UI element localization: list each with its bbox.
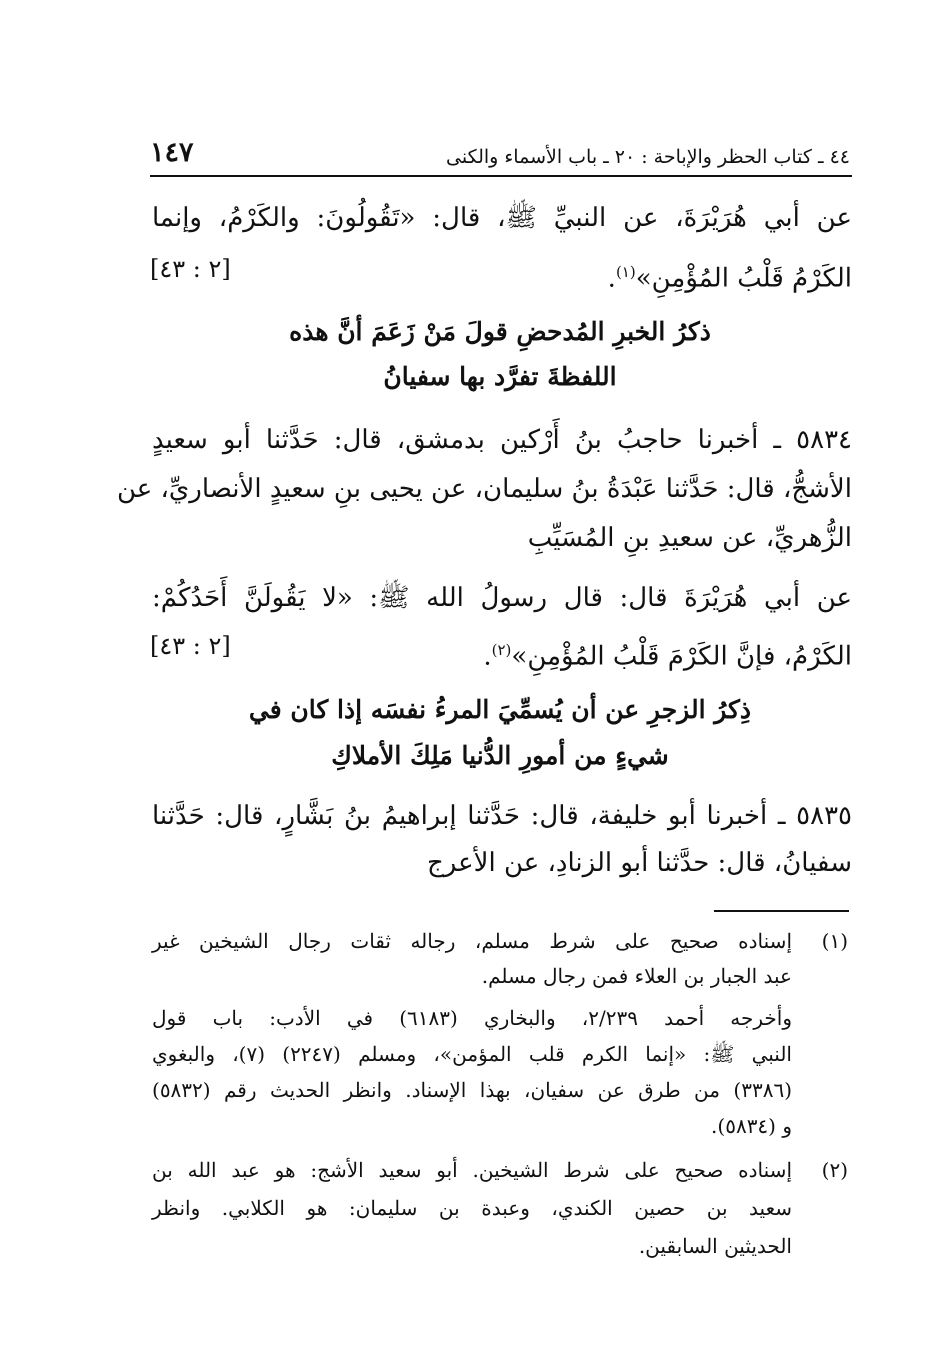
section-heading-line: اللفظةَ تفرَّد بها سفيانُ — [383, 362, 617, 391]
page-number: ١٤٧ — [150, 137, 194, 168]
footnote-mark: (١) — [615, 263, 636, 281]
reference-bracket: [٢ : ٤٣] — [150, 255, 231, 283]
footnote-mark: (٢) — [491, 641, 512, 659]
text-line: عن أبي هُرَيْرَةَ، عن النبيِّ ﷺ، قال: «تَقُولُونَ: والكَرْمُ، وإنما — [152, 203, 852, 233]
isnad-line: سفيانُ، قال: حدَّثنا أبو الزنادِ، عن الأعرج — [426, 848, 852, 878]
isnad-line: ٥٨٣٤ ـ أخبرنا حاجبُ بنُ أَرْكين بدمشق، قال: حَدَّثنا أبو سعيدٍ — [152, 425, 852, 455]
running-head-title: ٤٤ ـ كتاب الحظر والإباحة : ٢٠ ـ باب الأسماء والكنى — [446, 146, 850, 168]
section-heading-line: ذكرُ الخبرِ المُدحضِ قولَ مَنْ زَعَمَ أنَّ هذه — [289, 317, 711, 346]
sentence-end: . — [607, 263, 616, 294]
running-head — [150, 128, 850, 168]
footnote-line: وأخرجه أحمد ٢/٢٣٩، والبخاري (٦١٨٣) في الأدب: باب قول — [152, 1006, 792, 1030]
footnote-line: الحديثين السابقين. — [638, 1234, 792, 1258]
footnote-line: إسناده صحيح على شرط مسلم، رجاله ثقات رجال الشيخين غير — [152, 929, 792, 953]
footnote-line: و (٥٨٣٤). — [711, 1114, 792, 1138]
footnote-line: عبد الجبار بن العلاء فمن رجال مسلم. — [481, 964, 792, 988]
footnote-number: (١) — [821, 929, 848, 953]
footnote-rule — [714, 910, 849, 912]
matn-text: الكَرْمُ، فإنَّ الكَرْمَ قَلْبُ المُؤْمِنِ» — [511, 641, 852, 672]
footnote-line: إسناده صحيح على شرط الشيخين. أبو سعيد الأشج: هو عبد الله بن — [152, 1158, 792, 1182]
matn-line: عن أبي هُرَيْرَةَ قال: قال رسولُ الله ﷺ: «لا يَقُولَنَّ أَحَدُكُمْ: — [152, 583, 852, 613]
matn-line — [152, 630, 852, 677]
header-rule — [150, 175, 852, 177]
reference-bracket: [٢ : ٤٣] — [150, 632, 231, 660]
isnad-line: ٥٨٣٥ ـ أخبرنا أبو خليفة، قال: حَدَّثنا إبراهيمُ بنُ بَشَّارٍ، قال: حَدَّثنا — [152, 801, 852, 831]
sentence-end: . — [483, 641, 492, 672]
section-heading-line: شيءٍ من أمورِ الدُّنيا مَلِكَ الأملاكِ — [331, 741, 669, 770]
isnad-line: الأشجُّ، قال: حَدَّثنا عَبْدَةُ بنُ سليمان، عن يحيى بنِ سعيدٍ الأنصاريِّ، عن — [116, 474, 852, 504]
footnote-line: (٣٣٨٦) من طرق عن سفيان، بهذا الإسناد. وانظر الحديث رقم (٥٨٣٢) — [152, 1078, 792, 1102]
matn-text: الكَرْمُ قَلْبُ المُؤْمِنِ» — [635, 263, 852, 294]
footnote-line: النبي ﷺ: «إنما الكرم قلب المؤمن»، ومسلم (٢٢٤٧) (٧)، والبغوي — [152, 1042, 792, 1066]
section-heading-line: ذِكرُ الزجرِ عن أن يُسمِّيَ المرءُ نفسَه إذا كان في — [248, 695, 752, 724]
isnad-line: الزُّهريِّ، عن سعيدِ بنِ المُسَيِّبِ — [527, 523, 852, 553]
text-line — [152, 252, 852, 299]
footnote-number: (٢) — [821, 1158, 848, 1182]
footnote-line: سعيد بن حصين الكندي، وعبدة بن سليمان: هو الكلابي. وانظر — [152, 1196, 792, 1220]
